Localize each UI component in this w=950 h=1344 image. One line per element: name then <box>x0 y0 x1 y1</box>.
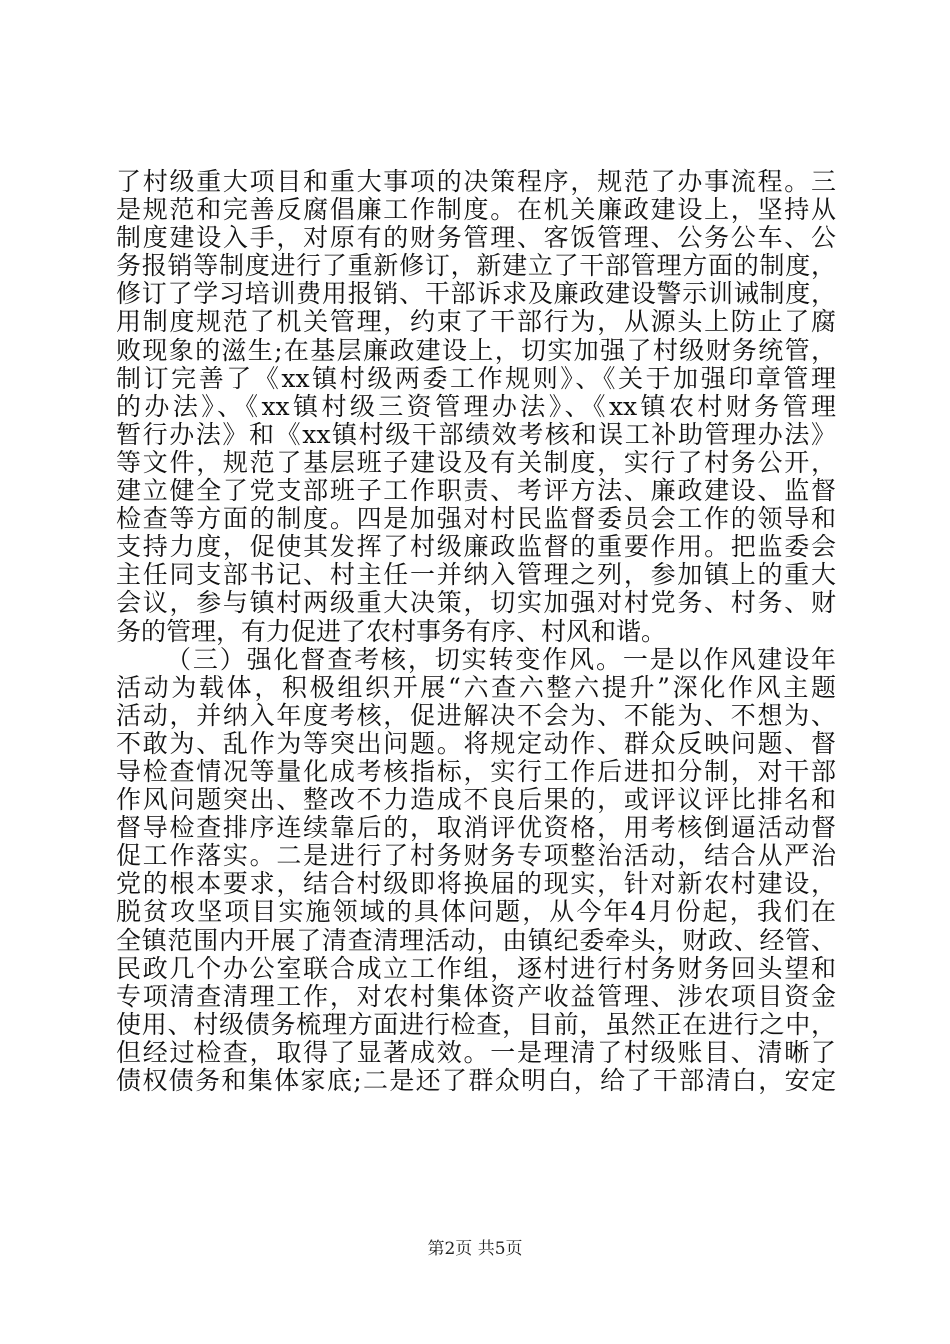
text-line: 会议，参与镇村两级重大决策，切实加强对村党务、村务、财 <box>116 588 836 618</box>
text-line: 不敢为、乱作为等突出问题。将规定动作、群众反映问题、督 <box>116 728 836 758</box>
text-line: 使用、村级债务梳理方面进行检查，目前，虽然正在进行之中， <box>116 1009 836 1039</box>
text-line: 民政几个办公室联合成立工作组，逐村进行村务财务回头望和 <box>116 953 836 983</box>
text-line: 制度建设入手，对原有的财务管理、客饭管理、公务公车、公 <box>116 223 836 253</box>
text-line: 制订完善了《xx镇村级两委工作规则》、《关于加强印章管理 <box>116 363 836 393</box>
text-line: 全镇范围内开展了清查清理活动，由镇纪委牵头，财政、经管、 <box>116 925 836 955</box>
text-line: 了村级重大项目和重大事项的决策程序，规范了办事流程。三 <box>116 167 836 196</box>
text-line: 督导检查排序连续靠后的，取消评优资格，用考核倒逼活动督 <box>116 813 836 843</box>
text-line: 支持力度，促使其发挥了村级廉政监督的重要作用。把监委会 <box>116 532 836 562</box>
text-line: 建立健全了党支部班子工作职责、考评方法、廉政建设、监督 <box>116 476 836 506</box>
text-line: 党的根本要求，结合村级即将换届的现实，针对新农村建设， <box>116 869 836 899</box>
text-line: 主任同支部书记、村主任一并纳入管理之列，参加镇上的重大 <box>116 560 836 590</box>
text-line: 脱贫攻坚项目实施领域的具体问题，从今年4月份起，我们在 <box>116 897 836 927</box>
text-line: 活动为载体，积极组织开展“六查六整六提升”深化作风主题 <box>116 672 836 702</box>
text-line: 务报销等制度进行了重新修订，新建立了干部管理方面的制度， <box>116 251 836 281</box>
text-line: 的办法》、《xx镇村级三资管理办法》、《xx镇农村财务管理 <box>116 391 836 421</box>
text-line: 促工作落实。二是进行了村务财务专项整治活动，结合从严治 <box>116 841 836 871</box>
text-line: 用制度规范了机关管理，约束了干部行为，从源头上防止了腐 <box>116 307 836 337</box>
text-line: 败现象的滋生;在基层廉政建设上，切实加强了村级财务统管， <box>116 335 836 365</box>
text-line: 导检查情况等量化成考核指标，实行工作后进扣分制，对干部 <box>116 756 836 786</box>
text-line: 作风问题突出、整改不力造成不良后果的，或评议评比排名和 <box>116 785 836 815</box>
document-body <box>116 168 836 1095</box>
text-line: 等文件，规范了基层班子建设及有关制度，实行了村务公开， <box>116 447 836 477</box>
text-line: 暂行办法》和《xx镇村级干部绩效考核和误工补助管理办法》 <box>116 419 836 449</box>
text-line: 务的管理，有力促进了农村事务有序、村风和谐。 <box>116 616 667 646</box>
page-number-footer: 第2页 共5页 <box>427 1239 523 1259</box>
text-line: 修订了学习培训费用报销、干部诉求及廉政建设警示训诫制度， <box>116 279 836 309</box>
text-line: 但经过检查，取得了显著成效。一是理清了村级账目、清晰了 <box>116 1037 836 1067</box>
paragraph-start-line: （三）强化督查考核，切实转变作风。一是以作风建设年 <box>166 644 836 674</box>
text-line: 专项清查清理工作，对农村集体资产收益管理、涉农项目资金 <box>116 981 836 1011</box>
text-line: 活动，并纳入年度考核，促进解决不会为、不能为、不想为、 <box>116 700 836 730</box>
text-line: 债权债务和集体家底;二是还了群众明白，给了干部清白，安定 <box>116 1066 836 1095</box>
text-line: 检查等方面的制度。四是加强对村民监督委员会工作的领导和 <box>116 504 836 534</box>
text-line: 是规范和完善反腐倡廉工作制度。在机关廉政建设上，坚持从 <box>116 195 836 225</box>
